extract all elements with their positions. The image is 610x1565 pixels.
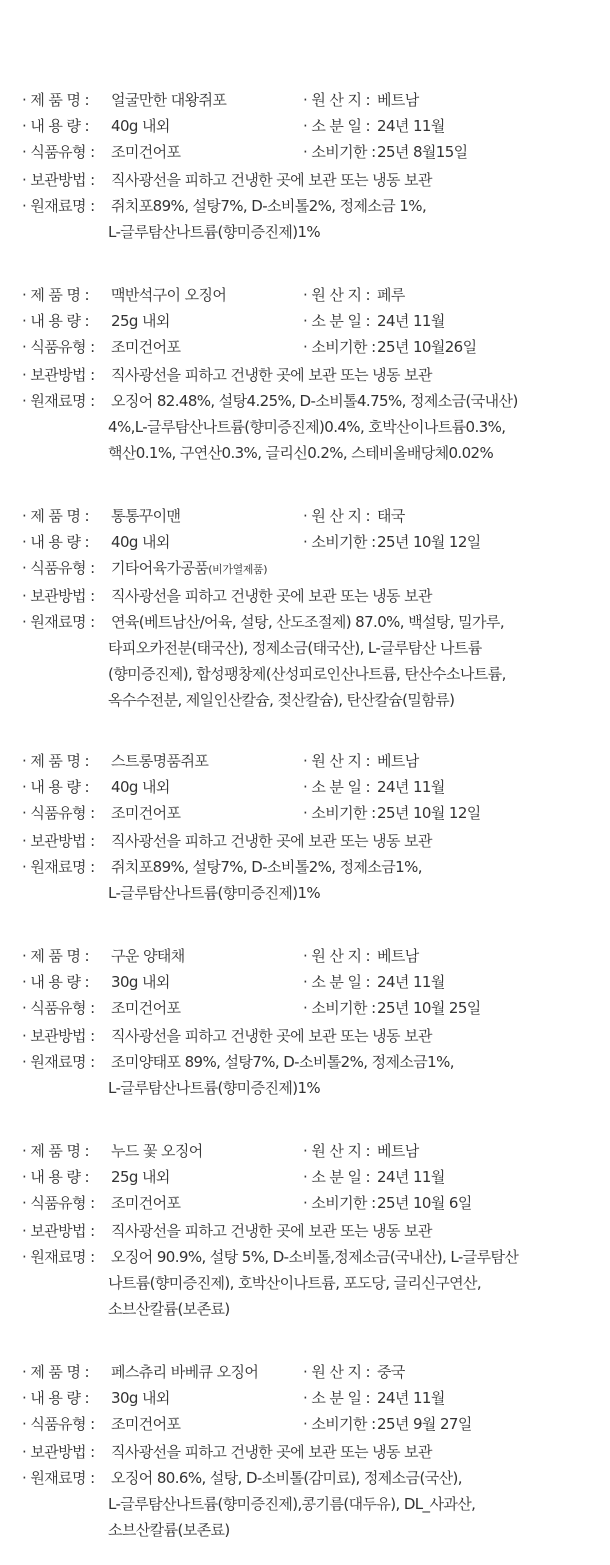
expiry-value: 25년 8월15일 <box>377 143 468 161</box>
origin-label: · 원 산 지 : <box>303 1142 370 1160</box>
volume-value: 30g 내외 <box>111 1389 170 1407</box>
storage-label: · 보관방법 : <box>22 171 95 189</box>
packaging-date-label: · 소 분 일 : <box>303 312 370 330</box>
ingredients-line: 소브산칼륨(보존료) <box>108 1300 230 1318</box>
origin-value: 페루 <box>377 286 405 304</box>
origin-value: 베트남 <box>377 752 419 770</box>
origin-value: 태국 <box>377 507 405 525</box>
food-type-label: · 식품유형 : <box>22 804 95 822</box>
ingredients-label: · 원재료명 : <box>22 1248 95 1266</box>
volume-label: · 내 용 량 : <box>22 1168 89 1186</box>
packaging-date-label: · 소 분 일 : <box>303 973 370 991</box>
volume-value: 25g 내외 <box>111 1168 170 1186</box>
origin-label: · 원 산 지 : <box>303 752 370 770</box>
packaging-date-value: 24년 11월 <box>377 312 445 330</box>
food-type-value <box>111 555 267 581</box>
food-type-value: 조미건어포 <box>111 804 181 822</box>
ingredients-line: 연육(베트남산/어육, 설탕, 산도조절제) 87.0%, 백설탕, 밀가루, <box>111 613 504 631</box>
expiry-value: 25년 10월26일 <box>377 338 477 356</box>
food-type-text: 기타어육가공품 <box>111 559 209 577</box>
name-label: · 제 품 명 : <box>22 1142 89 1160</box>
expiry-value: 25년 10월 6일 <box>377 1194 472 1212</box>
product-name: 통통꾸이맨 <box>111 507 181 525</box>
food-type-label: · 식품유형 : <box>22 1194 95 1212</box>
ingredients-label: · 원재료명 : <box>22 1469 95 1487</box>
origin-value: 중국 <box>377 1363 405 1381</box>
ingredients-line: 타피오카전분(태국산), 정제소금(태국산), L-글루탐산 나트륨 <box>108 639 482 657</box>
storage-label: · 보관방법 : <box>22 1027 95 1045</box>
storage-value: 직사광선을 피하고 건냉한 곳에 보관 또는 냉동 보관 <box>111 832 432 850</box>
volume-label: · 내 용 량 : <box>22 312 89 330</box>
food-type-label: · 식품유형 : <box>22 1415 95 1433</box>
packaging-date-label: · 소 분 일 : <box>303 1389 370 1407</box>
expiry-label: · 소비기한 : <box>303 143 376 161</box>
volume-value: 40g 내외 <box>111 117 170 135</box>
expiry-value: 25년 10월 12일 <box>377 804 481 822</box>
product-name: 페스츄리 바베큐 오징어 <box>111 1363 259 1381</box>
expiry-label: · 소비기한 : <box>303 804 376 822</box>
packaging-date-value: 24년 11월 <box>377 117 445 135</box>
product-name: 맥반석구이 오징어 <box>111 286 227 304</box>
packaging-date-value: 24년 11월 <box>377 778 445 796</box>
storage-value: 직사광선을 피하고 건냉한 곳에 보관 또는 냉동 보관 <box>111 1027 432 1045</box>
origin-label: · 원 산 지 : <box>303 507 370 525</box>
origin-value: 베트남 <box>377 1142 419 1160</box>
volume-label: · 내 용 량 : <box>22 117 89 135</box>
origin-label: · 원 산 지 : <box>303 286 370 304</box>
storage-value: 직사광선을 피하고 건냉한 곳에 보관 또는 냉동 보관 <box>111 366 432 384</box>
ingredients-line: 소브산칼륨(보존료) <box>108 1521 230 1539</box>
packaging-date-value: 24년 11월 <box>377 973 445 991</box>
expiry-label: · 소비기한 : <box>303 338 376 356</box>
volume-label: · 내 용 량 : <box>22 1389 89 1407</box>
food-type-label: · 식품유형 : <box>22 143 95 161</box>
storage-value: 직사광선을 피하고 건냉한 곳에 보관 또는 냉동 보관 <box>111 1222 432 1240</box>
product-name: 구운 양태채 <box>111 947 185 965</box>
ingredients-line: 오징어 82.48%, 설탕4.25%, D-소비톨4.75%, 정제소금(국내산) <box>111 392 518 410</box>
volume-label: · 내 용 량 : <box>22 778 89 796</box>
ingredients-line: L-글루탐산나트륨(향미증진제),콩기름(대두유), DL_사과산, <box>108 1495 476 1513</box>
food-type-note: (비가열제품) <box>208 563 268 576</box>
food-type-value: 조미건어포 <box>111 1415 181 1433</box>
packaging-date-label: · 소 분 일 : <box>303 778 370 796</box>
ingredients-line: 나트륨(향미증진제), 호박산이나트륨, 포도당, 글리신구연산, <box>108 1274 482 1292</box>
origin-label: · 원 산 지 : <box>303 1363 370 1381</box>
product-name: 얼굴만한 대왕쥐포 <box>111 91 227 109</box>
food-type-label: · 식품유형 : <box>22 559 95 577</box>
ingredients-line: (향미증진제), 합성팽창제(산성피로인산나트륨, 탄산수소나트륨, <box>108 665 506 683</box>
ingredients-line: L-글루탐산나트륨(향미증진제)1% <box>108 1079 321 1097</box>
origin-label: · 원 산 지 : <box>303 91 370 109</box>
packaging-date-value: 24년 11월 <box>377 1389 445 1407</box>
packaging-date-label: · 소 분 일 : <box>303 1168 370 1186</box>
storage-value: 직사광선을 피하고 건냉한 곳에 보관 또는 냉동 보관 <box>111 1443 432 1461</box>
ingredients-line: 조미양태포 89%, 설탕7%, D-소비톨2%, 정제소금1%, <box>111 1053 454 1071</box>
food-type-label: · 식품유형 : <box>22 999 95 1017</box>
storage-label: · 보관방법 : <box>22 1222 95 1240</box>
storage-value: 직사광선을 피하고 건냉한 곳에 보관 또는 냉동 보관 <box>111 171 432 189</box>
volume-label: · 내 용 량 : <box>22 533 89 551</box>
ingredients-line: 쥐치포89%, 설탕7%, D-소비톨2%, 정제소금 1%, <box>111 197 427 215</box>
ingredients-line: 4%,L-글루탐산나트륨(향미증진제)0.4%, 호박산이나트륨0.3%, <box>108 418 506 436</box>
ingredients-label: · 원재료명 : <box>22 613 95 631</box>
origin-value: 베트남 <box>377 91 419 109</box>
ingredients-label: · 원재료명 : <box>22 197 95 215</box>
name-label: · 제 품 명 : <box>22 91 89 109</box>
storage-value: 직사광선을 피하고 건냉한 곳에 보관 또는 냉동 보관 <box>111 587 432 605</box>
name-label: · 제 품 명 : <box>22 947 89 965</box>
volume-value: 30g 내외 <box>111 973 170 991</box>
packaging-date-value: 24년 11월 <box>377 1168 445 1186</box>
ingredients-label: · 원재료명 : <box>22 392 95 410</box>
food-type-label: · 식품유형 : <box>22 338 95 356</box>
expiry-label: · 소비기한 : <box>303 533 376 551</box>
food-type-value: 조미건어포 <box>111 1194 181 1212</box>
food-type-value: 조미건어포 <box>111 999 181 1017</box>
name-label: · 제 품 명 : <box>22 1363 89 1381</box>
ingredients-line: 옥수수전분, 제일인산칼슘, 젖산칼슘), 탄산칼슘(밀함류) <box>108 691 455 709</box>
volume-value: 40g 내외 <box>111 778 170 796</box>
ingredients-line: L-글루탐산나트륨(향미증진제)1% <box>108 884 321 902</box>
expiry-value: 25년 10월 25일 <box>377 999 481 1017</box>
storage-label: · 보관방법 : <box>22 832 95 850</box>
storage-label: · 보관방법 : <box>22 366 95 384</box>
packaging-date-label: · 소 분 일 : <box>303 117 370 135</box>
expiry-label: · 소비기한 : <box>303 1415 376 1433</box>
product-name: 누드 꽃 오징어 <box>111 1142 203 1160</box>
volume-value: 25g 내외 <box>111 312 170 330</box>
expiry-value: 25년 10월 12일 <box>377 533 481 551</box>
food-type-value: 조미건어포 <box>111 338 181 356</box>
origin-value: 베트남 <box>377 947 419 965</box>
ingredients-line: 오징어 80.6%, 설탕, D-소비톨(감미료), 정제소금(국산), <box>111 1469 462 1487</box>
expiry-label: · 소비기한 : <box>303 999 376 1017</box>
ingredients-line: 쥐치포89%, 설탕7%, D-소비톨2%, 정제소금1%, <box>111 858 422 876</box>
storage-label: · 보관방법 : <box>22 1443 95 1461</box>
product-name: 스트롱명품쥐포 <box>111 752 209 770</box>
ingredients-line: 오징어 90.9%, 설탕 5%, D-소비톨,정제소금(국내산), L-글루탐산 <box>111 1248 519 1266</box>
food-type-value: 조미건어포 <box>111 143 181 161</box>
origin-label: · 원 산 지 : <box>303 947 370 965</box>
name-label: · 제 품 명 : <box>22 752 89 770</box>
expiry-label: · 소비기한 : <box>303 1194 376 1212</box>
volume-value: 40g 내외 <box>111 533 170 551</box>
volume-label: · 내 용 량 : <box>22 973 89 991</box>
ingredients-line: L-글루탐산나트륨(향미증진제)1% <box>108 223 321 241</box>
expiry-value: 25년 9월 27일 <box>377 1415 472 1433</box>
storage-label: · 보관방법 : <box>22 587 95 605</box>
name-label: · 제 품 명 : <box>22 507 89 525</box>
name-label: · 제 품 명 : <box>22 286 89 304</box>
ingredients-line: 핵산0.1%, 구연산0.3%, 글리신0.2%, 스테비올배당체0.02% <box>108 444 494 462</box>
ingredients-label: · 원재료명 : <box>22 1053 95 1071</box>
ingredients-label: · 원재료명 : <box>22 858 95 876</box>
